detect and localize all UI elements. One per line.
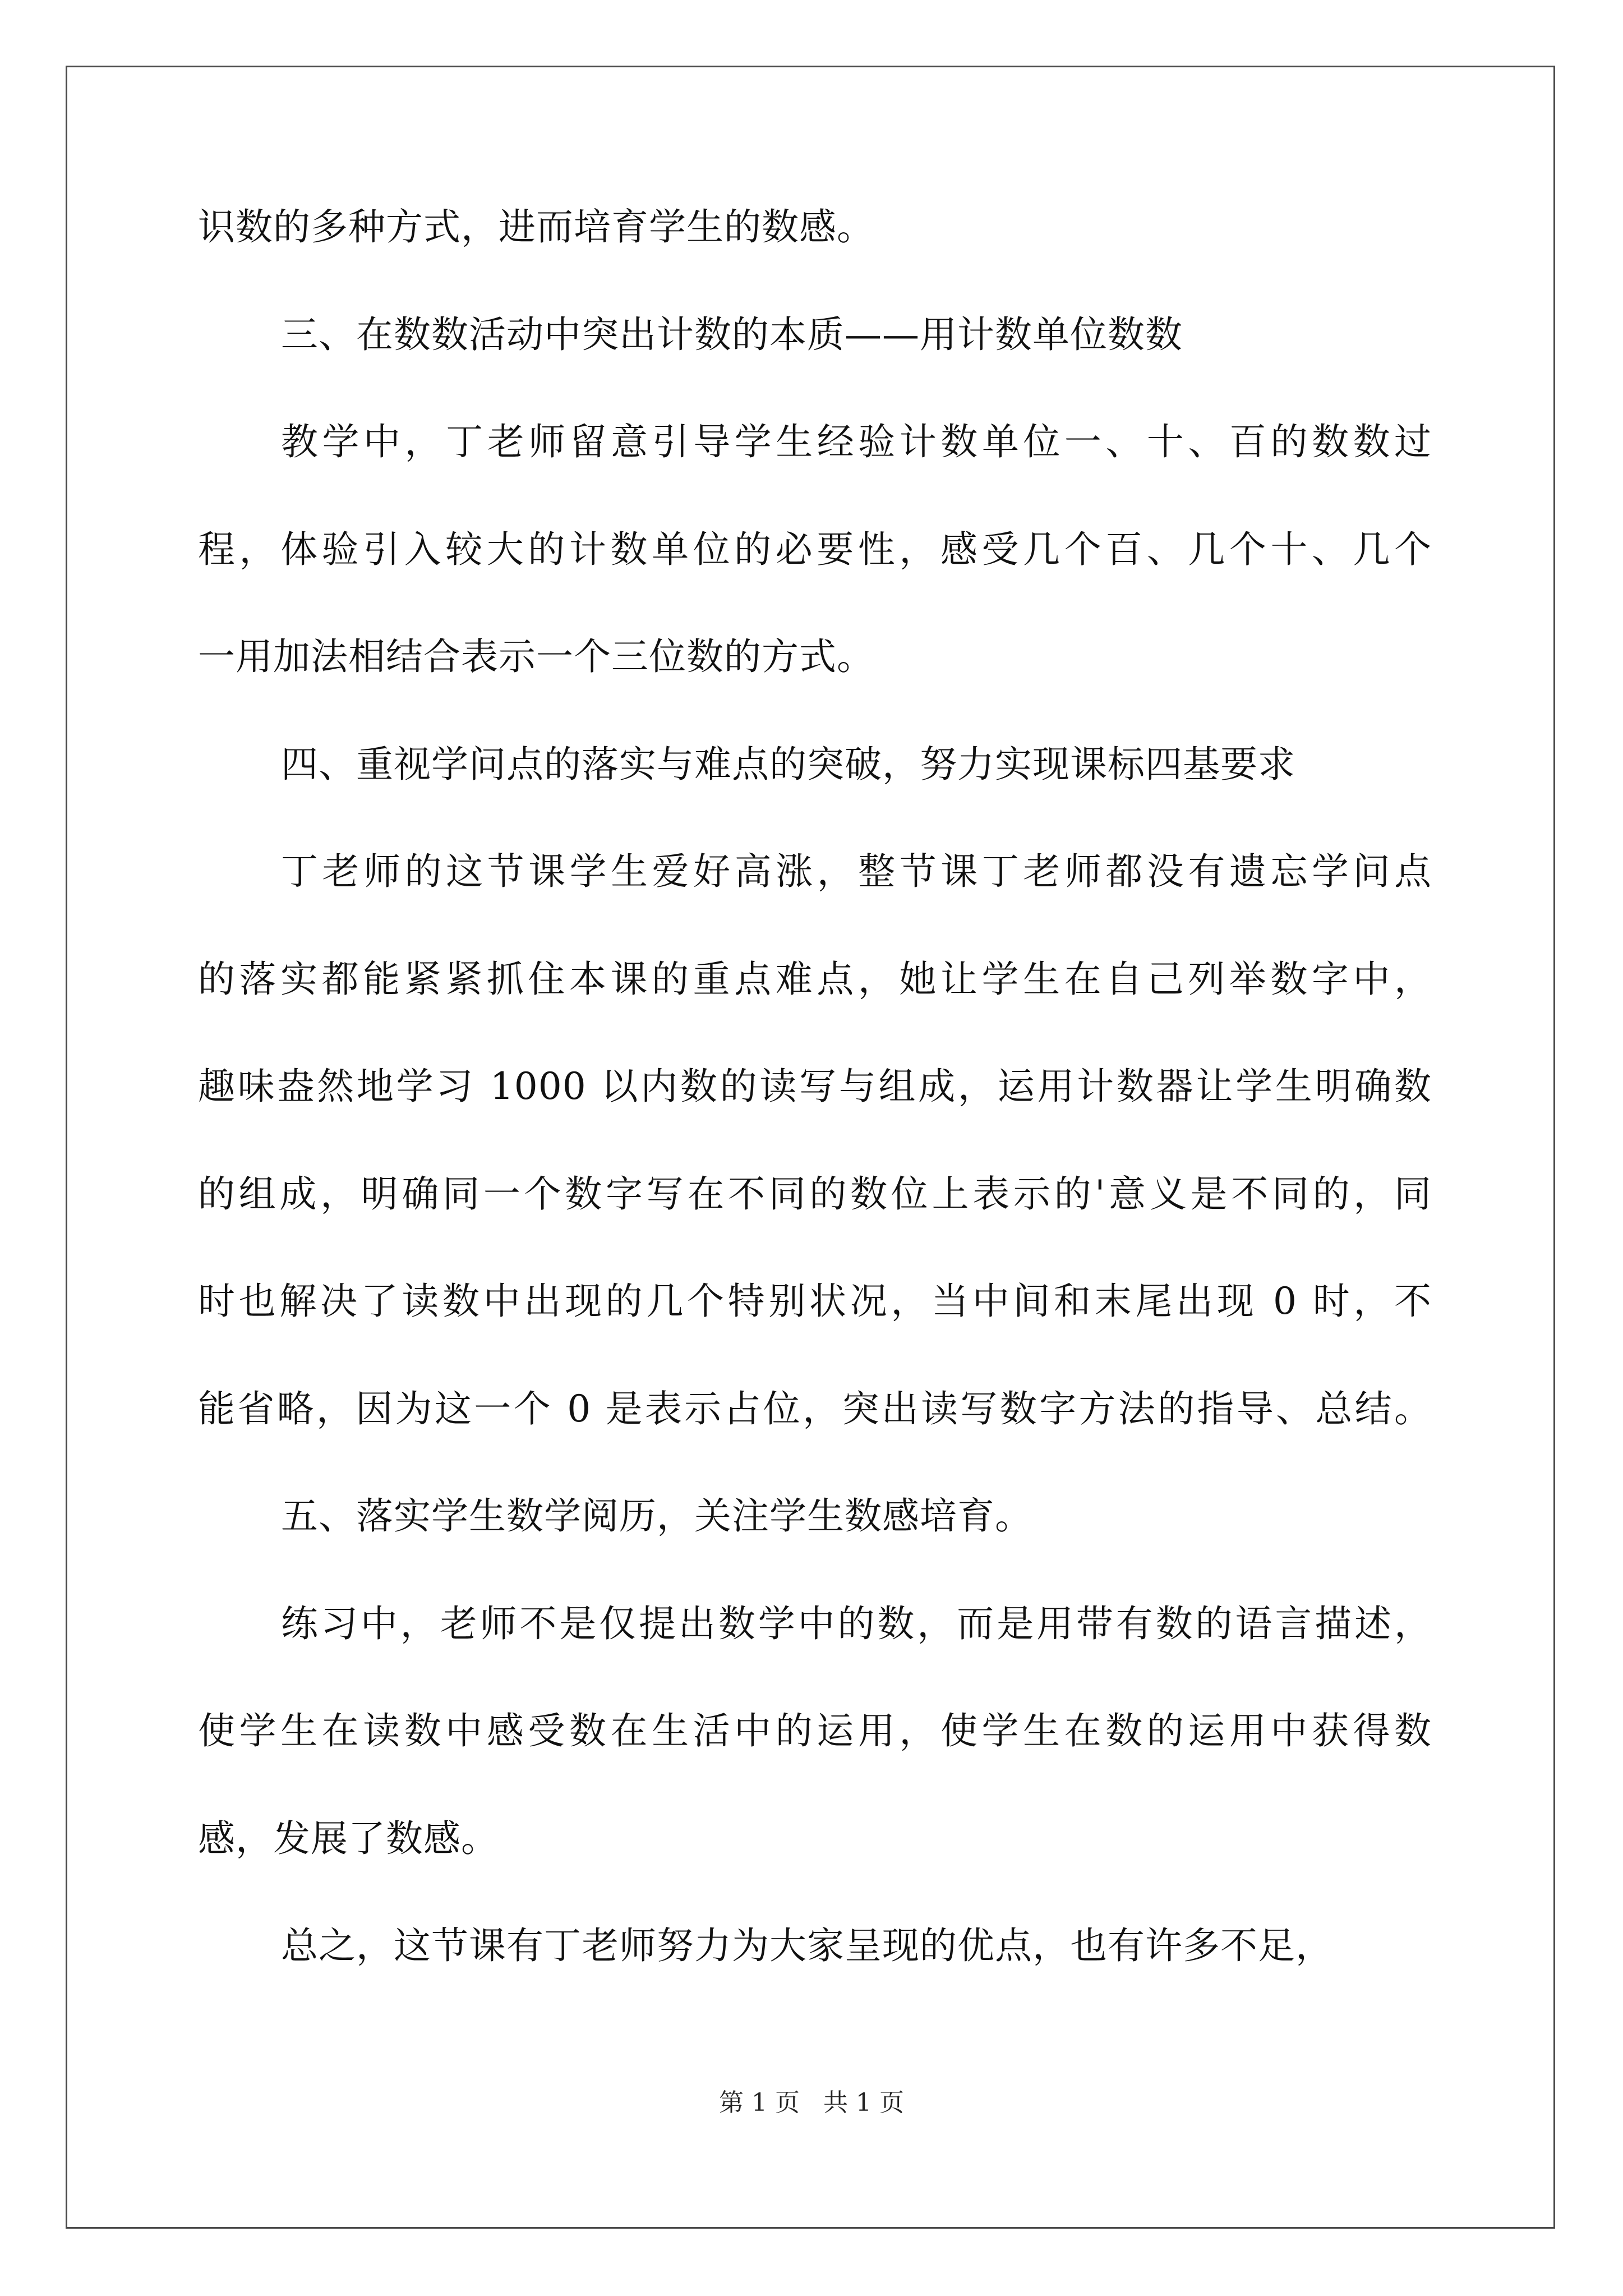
page-border — [66, 66, 1555, 2229]
text-line: 使学生在读数中感受数在生活中的运用，使学生在数的运用中获得数 — [198, 1709, 1432, 1752]
text-line: 练习中，老师不是仅提出数学中的数，而是用带有数的语言描述， — [281, 1602, 1432, 1645]
text-line: 丁老师的这节课学生爱好高涨，整节课丁老师都没有遗忘学问点 — [281, 850, 1432, 893]
section-heading: 四、重视学问点的落实与难点的突破，努力实现课标四基要求 — [281, 742, 1295, 786]
text-line: 趣味盎然地学习 1000 以内数的读写与组成，运用计数器让学生明确数 — [198, 1065, 1432, 1108]
text-line: 的组成，明确同一个数字写在不同的数位上表示的'意义是不同的，同 — [198, 1172, 1432, 1216]
text-line: 教学中，丁老师留意引导学生经验计数单位一、十、百的数数过 — [281, 420, 1432, 463]
page-number-footer: 第 1 页 共 1 页 — [719, 2088, 904, 2117]
text-line: 时也解决了读数中出现的几个特别状况，当中间和末尾出现 0 时，不 — [198, 1280, 1432, 1323]
section-heading: 五、落实学生数学阅历，关注学生数感培育。 — [281, 1494, 1032, 1538]
text-line: 感，发展了数感。 — [198, 1816, 499, 1860]
text-line: 一用加法相结合表示一个三位数的方式。 — [198, 635, 874, 678]
section-heading: 三、在数数活动中突出计数的本质——用计数单位数数 — [281, 312, 1183, 356]
text-line: 总之，这节课有丁老师努力为大家呈现的优点，也有许多不足， — [281, 1924, 1333, 1967]
text-line: 的落实都能紧紧抓住本课的重点难点，她让学生在自己列举数字中， — [198, 957, 1432, 1001]
text-line: 程，体验引入较大的计数单位的必要性，感受几个百、几个十、几个 — [198, 527, 1432, 571]
text-line: 识数的多种方式，进而培育学生的数感。 — [198, 205, 874, 249]
text-line: 能省略，因为这一个 0 是表示占位，突出读写数字方法的指导、总结。 — [198, 1387, 1432, 1430]
